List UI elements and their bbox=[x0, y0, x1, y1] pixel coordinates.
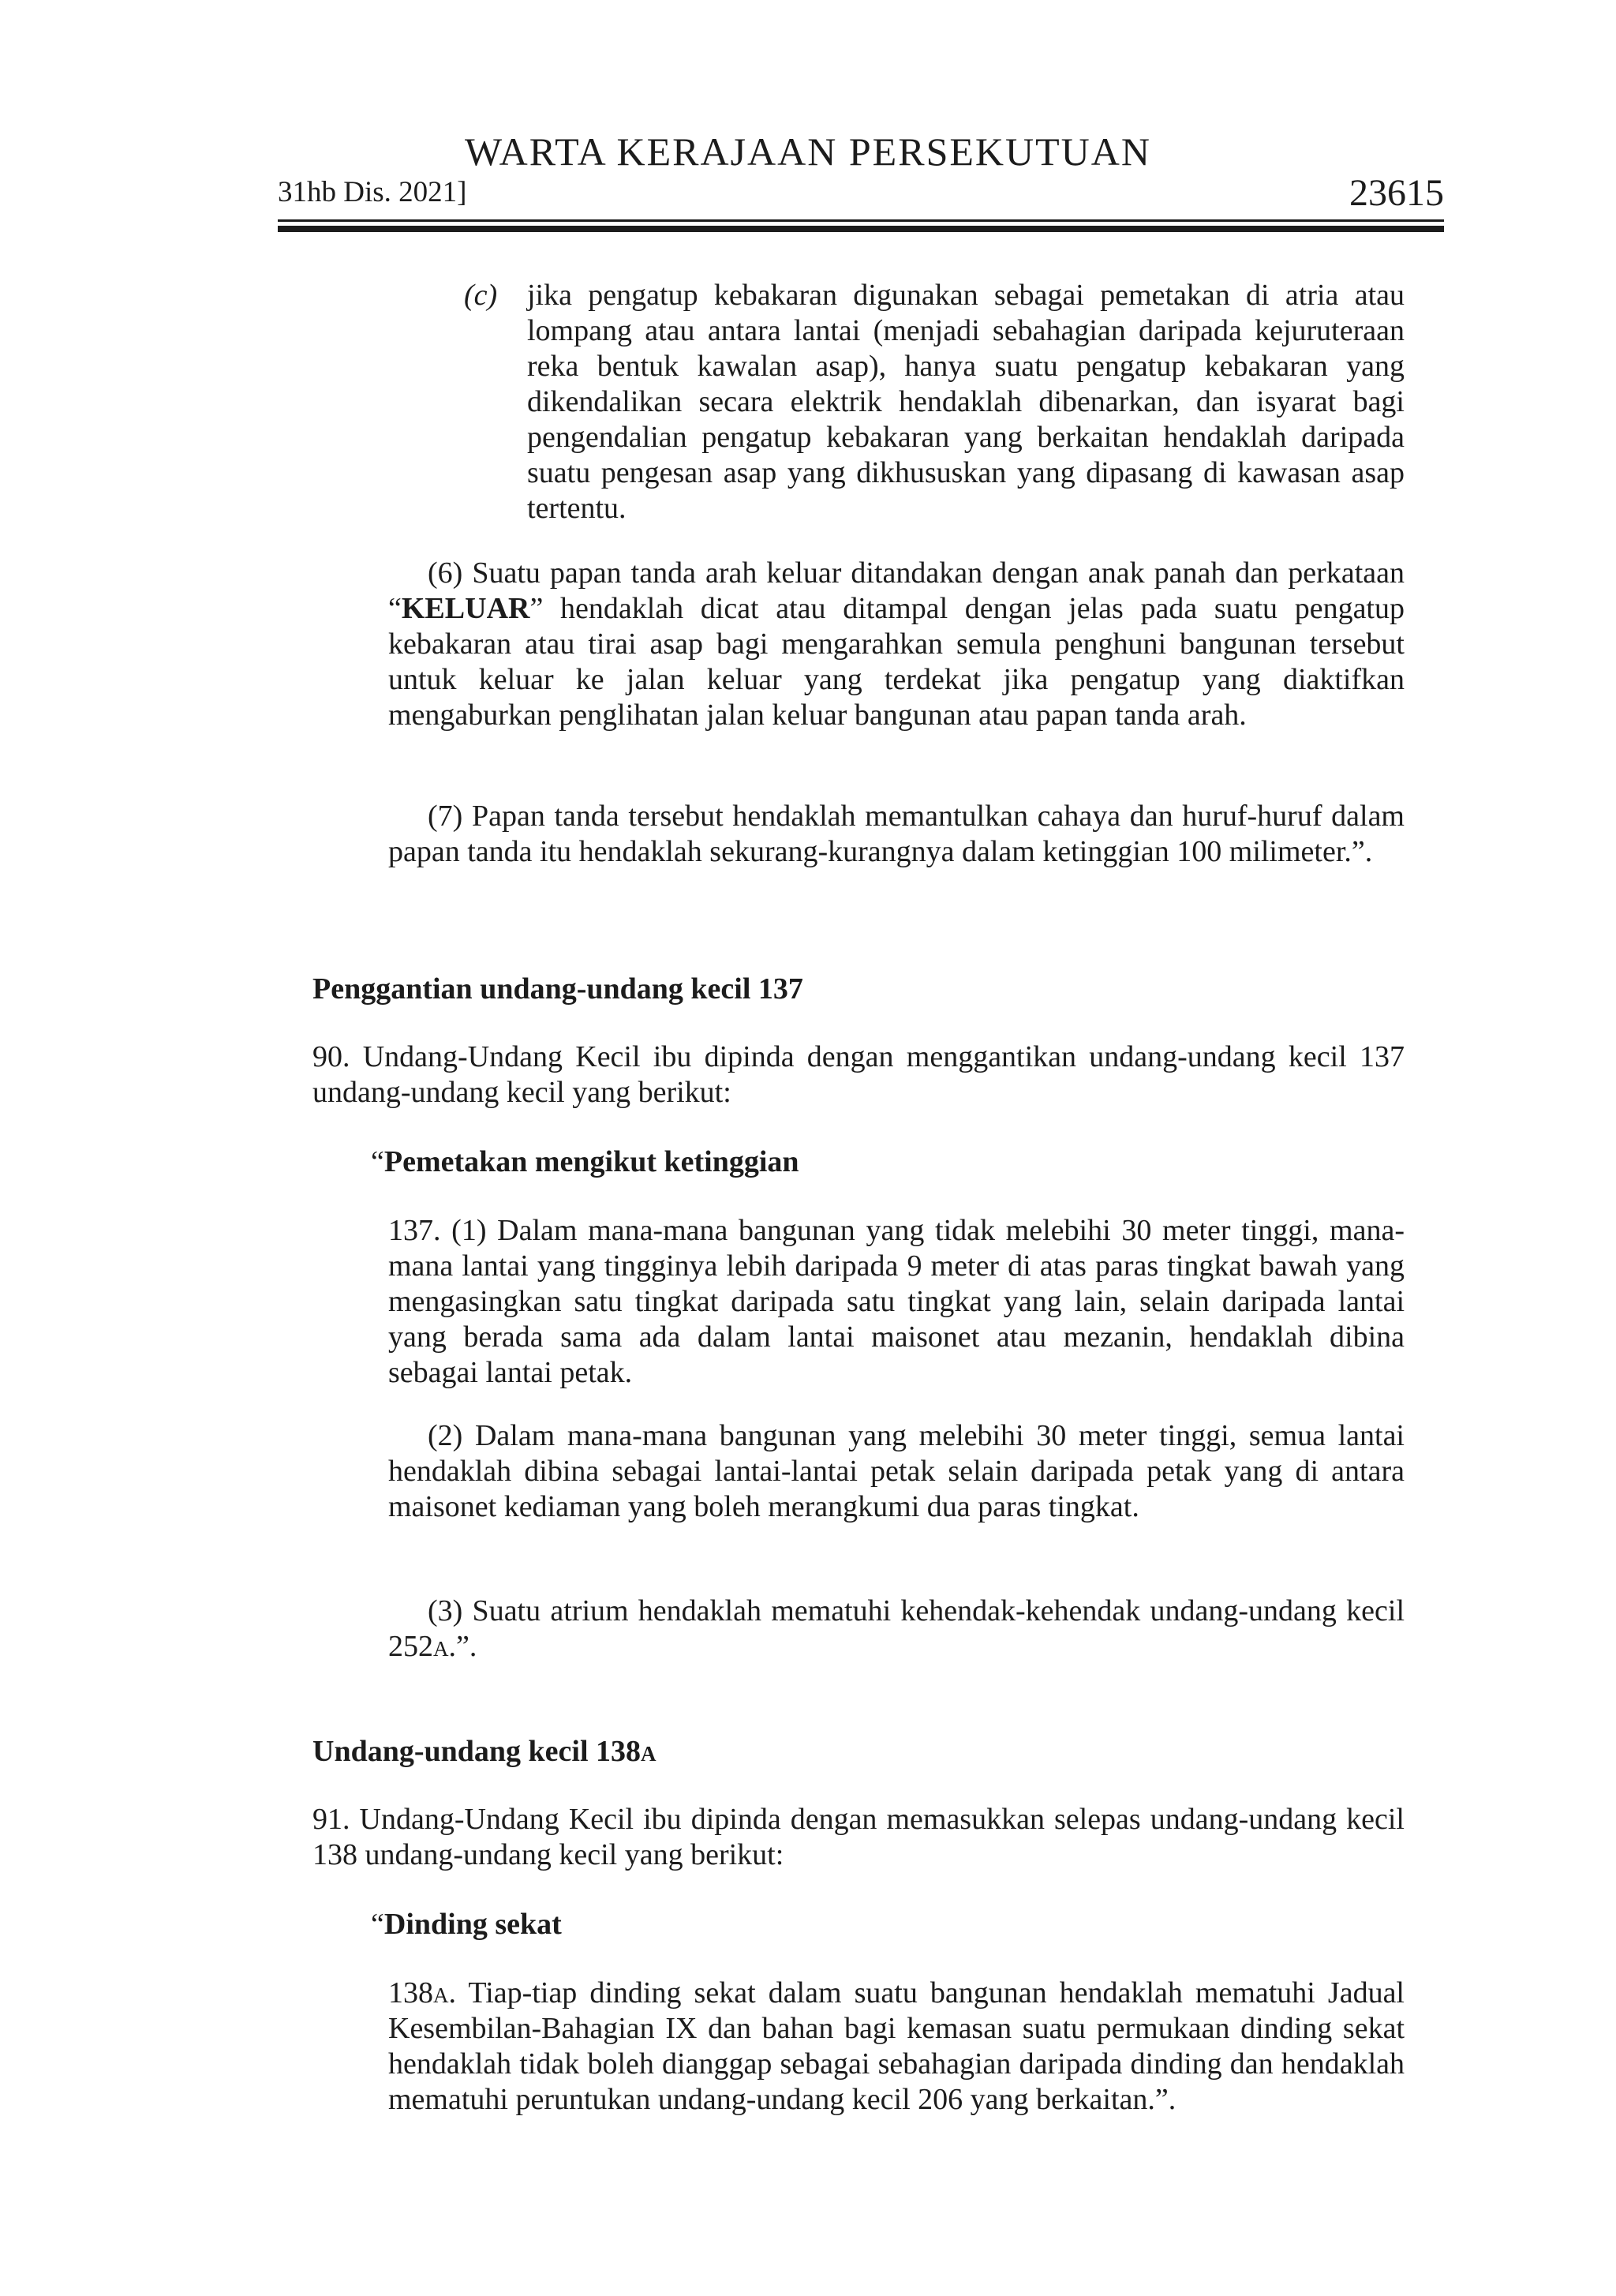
section-90-text: 90. Undang-Undang Kecil ibu dipinda dengan menggantikan undang-undang kecil 137 undang-undang kecil yang berikut: bbox=[312, 1040, 1405, 1109]
bylaw-138a-number: 138 bbox=[388, 1976, 433, 2009]
section-91-heading bbox=[312, 1734, 1405, 1770]
bylaw-137-3-text: (3) Suatu atrium hendaklah mematuhi kehendak-kehendak undang-undang kecil 252 bbox=[388, 1594, 1405, 1663]
section-91-heading-suffix: a bbox=[641, 1735, 656, 1768]
subsection-6-text-end: ” hendaklah dicat atau ditampal dengan jelas pada suatu pengatup kebakaran atau tirai asap bagi mengarahkan semula penghuni bangunan tersebut untuk keluar ke jalan keluar yang terdekat jika pengatup yang diaktifkan mengaburkan penglihatan jalan keluar bangunan atau papan tanda arah. bbox=[388, 592, 1405, 732]
subsection-7-text: (7) Papan tanda tersebut hendaklah memantulkan cahaya dan huruf-huruf dalam papan tanda itu hendaklah sekurang-kurangnya dalam ketinggian 100 milimeter.”. bbox=[388, 800, 1405, 868]
bylaw-137-heading bbox=[371, 1144, 1405, 1180]
bylaw-137-open-quote: “ bbox=[371, 1145, 384, 1178]
bylaw-138a-body bbox=[388, 1976, 1405, 2118]
section-90-heading: Penggantian undang-undang kecil 137 bbox=[312, 972, 803, 1006]
bylaw-138a-text: . Tiap-tiap dinding sekat dalam suatu bangunan hendaklah mematuhi Jadual Kesembilan-Bahagian IX dan bahan bagi kemasan suatu permukaan dinding sekat hendaklah tidak boleh dianggap sebagai sebahagian daripada dinding dan hendaklah mematuhi peruntukan undang-undang kecil 206 yang berkaitan.”. bbox=[388, 1976, 1405, 2116]
bylaw-138a-heading bbox=[371, 1907, 1405, 1942]
header-rule-thin bbox=[278, 219, 1444, 222]
subsection-6 bbox=[388, 556, 1405, 733]
bylaw-137-2 bbox=[388, 1418, 1405, 1525]
bylaw-137-2-text: (2) Dalam mana-mana bangunan yang melebihi 30 meter tinggi, semua lantai hendaklah dibina sebagai lantai-lantai petak selain daripada petak yang di antara maisonet kediaman yang boleh merangkumi dua paras tingkat. bbox=[388, 1419, 1405, 1523]
bylaw-137-3 bbox=[388, 1594, 1405, 1665]
subsection-7 bbox=[388, 799, 1405, 870]
subsection-6-text-start: (6) Suatu papan tanda arah keluar ditandakan dengan anak panah dan perkataan “ bbox=[388, 556, 1405, 625]
paragraph-c-label: (c) bbox=[464, 279, 498, 312]
paragraph-c bbox=[464, 278, 1405, 526]
bylaw-137-title: Pemetakan mengikut ketinggian bbox=[383, 1145, 799, 1178]
bylaw-137-1: 137. (1) Dalam mana-mana bangunan yang tidak melebihi 30 meter tinggi, mana-mana lantai yang tingginya lebih daripada 9 meter di atas paras tingkat bawah yang mengasingkan satu tingkat daripada satu tingkat yang lain, selain daripada lantai yang berada sama ada dalam lantai maisonet atau mezanin, hendaklah dibina sebagai lantai petak. bbox=[388, 1214, 1405, 1389]
bylaw-138a-number-suffix: a bbox=[433, 1976, 449, 2009]
page-number: 23615 bbox=[1349, 172, 1444, 214]
bylaw-138a-open-quote: “ bbox=[371, 1908, 384, 1941]
keluar-keyword: KELUAR bbox=[401, 592, 530, 625]
section-91-text: 91. Undang-Undang Kecil ibu dipinda dengan memasukkan selepas undang-undang kecil 138 undang-undang kecil yang berikut: bbox=[312, 1803, 1405, 1871]
issue-date: 31hb Dis. 2021] bbox=[278, 176, 467, 208]
bylaw-138a-title: Dinding sekat bbox=[383, 1908, 562, 1941]
bylaw-137-3-end: .”. bbox=[448, 1630, 477, 1663]
paragraph-c-text: jika pengatup kebakaran digunakan sebagai pemetakan di atria atau lompang atau antara lantai (menjadi sebahagian daripada kejuruteraan reka bentuk kawalan asap), hanya suatu pengatup kebakaran yang dikendalikan secara elektrik hendaklah dibenarkan, dan isyarat bagi pengendalian pengatup kebakaran yang berkaitan hendaklah daripada suatu pengesan asap yang dikhususkan yang dipasang di kawasan asap tertentu. bbox=[527, 279, 1405, 525]
header-rule-thick bbox=[278, 226, 1444, 232]
section-91-heading-text: Undang-undang kecil 138 bbox=[312, 1735, 642, 1768]
bylaw-137-3-suffix: a bbox=[433, 1630, 449, 1663]
gazette-title: WARTA KERAJAAN PERSEKUTUAN bbox=[464, 129, 1152, 174]
